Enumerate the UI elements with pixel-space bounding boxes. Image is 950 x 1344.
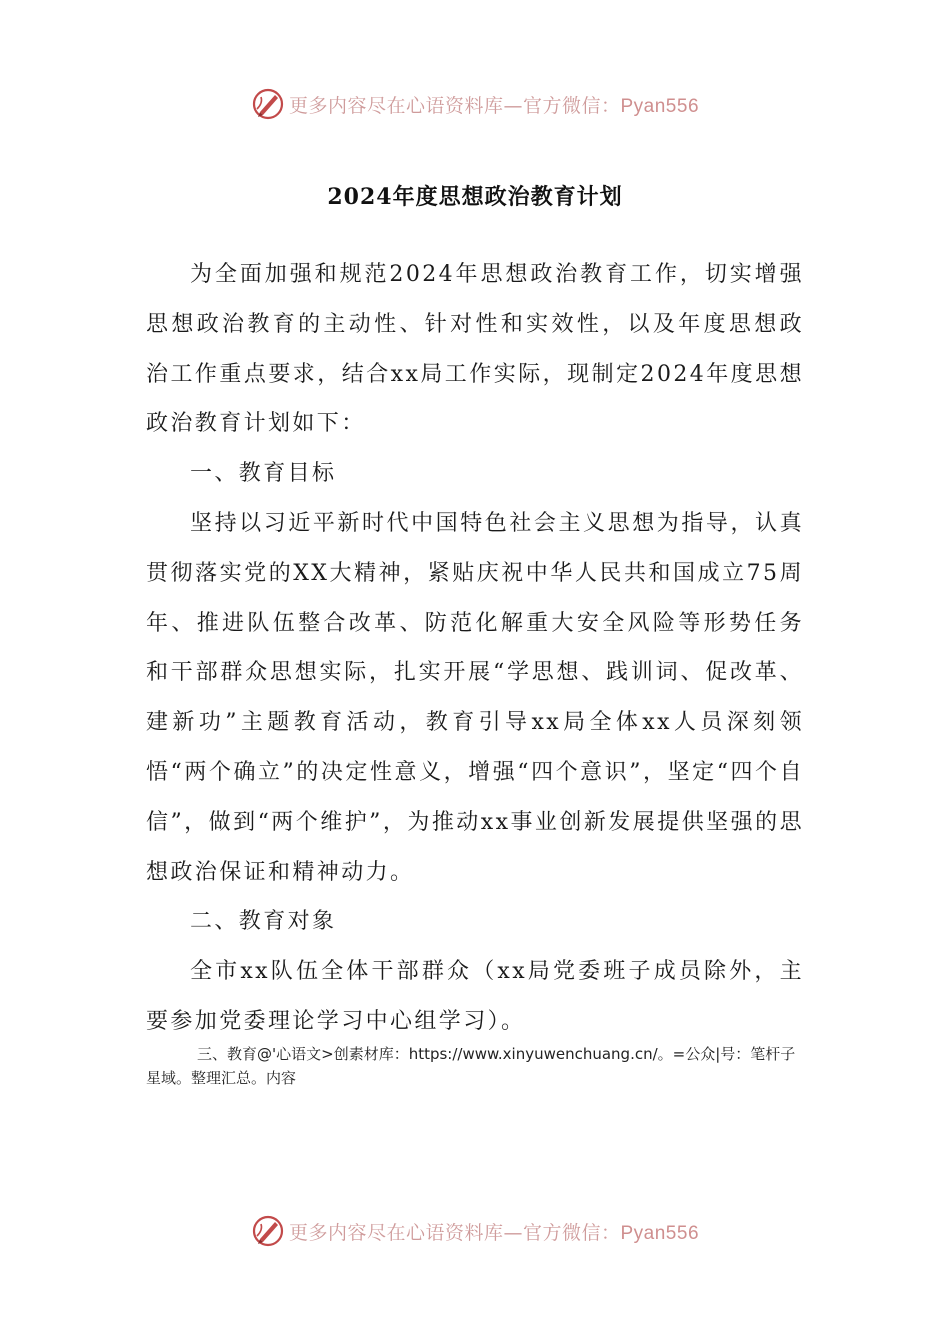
section-heading-goals: 一、教育目标 <box>190 461 337 487</box>
goals-paragraph: 坚持以习近平新时代中国特色社会主义思想为指导，认真贯彻落实党的XX大精神，紧贴庆祝中华人民共和国成立75周年、推进队伍整合改革、防范化解重大安全风险等形势任务和干部群众思想实际，扎实开展“学思想、践训词、促改革、建新功”主题教育活动，教育引导xx局全体xx人员深刻领悟“两个确立”的决定性意义，增强“四个意识”，坚定“四个自信”，做到“两个维护”，为推动xx事业创新发展提供坚强的思想政治保证和精神动力。 <box>146 510 804 885</box>
intro-paragraph: 为全面加强和规范2024年思想政治教育工作，切实增强思想政治教育的主动性、针对性和实效性，以及年度思想政治工作重点要求，结合xx局工作实际，现制定2024年度思想政治教育计划如下： <box>146 262 804 437</box>
document-title: 2024年度思想政治教育计划 <box>327 184 623 210</box>
pen-logo-icon <box>251 87 285 121</box>
watermark-text: 更多内容尽在心语资料库—官方微信：Pyan556 <box>288 94 700 117</box>
document-body <box>146 250 804 1047</box>
watermark-footer <box>0 1211 950 1251</box>
watermark-header <box>0 84 950 124</box>
footnote-text: 三、教育@'心语文>创素材库：https://www.xinyuwenchuang.cn/。=公众|号：笔杆子星域。整理汇总。内容 <box>146 1045 796 1087</box>
section-heading-audience: 二、教育对象 <box>190 909 337 935</box>
watermark-text: 更多内容尽在心语资料库—官方微信：Pyan556 <box>288 1221 700 1244</box>
audience-paragraph: 全市xx队伍全体干部群众（xx局党委班子成员除外，主要参加党委理论学习中心组学习）。 <box>146 959 804 1034</box>
pen-logo-icon <box>251 1214 285 1248</box>
